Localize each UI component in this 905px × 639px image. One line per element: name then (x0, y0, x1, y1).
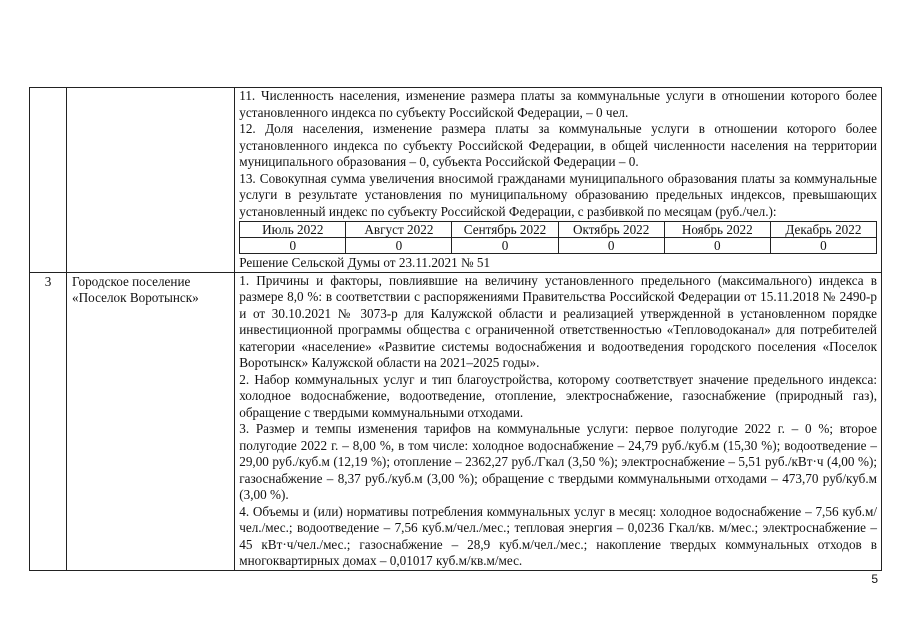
municipal-index-table (29, 87, 882, 571)
month-header: Декабрь 2022 (770, 222, 876, 238)
months-header-row (240, 222, 877, 238)
months-value-row (240, 238, 877, 254)
month-header: Октябрь 2022 (558, 222, 664, 238)
paragraph: 3. Размер и темпы изменения тарифов на коммунальные услуги: первое полугодие 2022 г. – 0 %; второе полугодие 2022 г. – 8,00 %, в том числе: холодное водоснабжение – 24,79 руб./куб.м (15,30 %); водоотведение – 29,00 руб./куб.м (12,19 %); отопление – 2362,27 руб./Гкал (3,50 %); электроснабжение – 5,51 руб./кВт·ч (4,00 %); газоснабжение – 8,37 руб./куб.м (3,00 %); обращение с твердыми коммунальными отходами – 473,70 руб/куб.м (3,00 %). (239, 421, 877, 502)
month-value: 0 (770, 238, 876, 254)
paragraph: 2. Набор коммунальных услуг и тип благоустройства, которому соответствует значение предельного индекса: холодное водоснабжение, водоотведение, отопление, электроснабжение, газоснабжение (природный газ), обращение с твердыми коммунальными отходами. (239, 371, 877, 420)
month-header: Ноябрь 2022 (664, 222, 770, 238)
paragraph: 4. Объемы и (или) нормативы потребления коммунальных услуг в месяц: холодное водоснабжение – 7,56 куб.м/чел./мес.; водоотведение – 7,56 куб.м/чел./мес.; тепловая энергия – 0,0236 Гкал/кв. м/мес.; электроснабжение – 45 кВт·ч/чел./мес.; газоснабжение – 28,9 куб.м/чел./мес.; накопление твердых коммунальных отходов в многоквартирных домах – 0,01017 куб.м/кв.м/мес. (239, 503, 877, 568)
municipality-name-cell: Городское поселение «Поселок Воротынск» (67, 272, 235, 570)
month-value: 0 (558, 238, 664, 254)
month-header: Июль 2022 (240, 222, 346, 238)
paragraph: 13. Совокупная сумма увеличения вносимой гражданами муниципального образования платы за коммунальные услуги в результате установления по муниципальному образованию предельных индексов, превышающих установленный индекс по субъекту Российской Федерации, с разбивкой по месяцам (руб./чел.): (239, 170, 877, 219)
month-value: 0 (452, 238, 558, 254)
month-value: 0 (346, 238, 452, 254)
decision-reference: Решение Сельской Думы от 23.11.2021 № 51 (239, 255, 491, 270)
month-header: Сентябрь 2022 (452, 222, 558, 238)
month-value: 0 (664, 238, 770, 254)
paragraph: 11. Численность населения, изменение размера платы за коммунальные услуги в отношении которого более установленного индекса по субъекту Российской Федерации, – 0 чел. (239, 88, 877, 120)
row-content-cell (235, 272, 882, 570)
page-number: 5 (871, 572, 878, 586)
table-row (30, 272, 882, 570)
row-number-cell: 3 (30, 272, 67, 570)
paragraph: 1. Причины и факторы, повлиявшие на величину установленного предельного (максимального) индекса в размере 8,0 %: в соответствии с распоряжениями Правительства Российской Федерации от 15.11.2018 № 2490-р и от 30.10.2021 № 3073-р для Калужской области и реализацией утвержденной в установленном порядке инвестиционной программы общества с ограниченной ответственностью «Тепловодоканал» для потребителей категории «население» «Развитие системы водоснабжения и водоотведения городского поселения «Поселок Воротынск» Калужской области на 2021–2025 годы». (239, 272, 877, 370)
municipality-name-cell (67, 88, 235, 273)
month-value: 0 (240, 238, 346, 254)
paragraph: 12. Доля населения, изменение размера платы за коммунальные услуги в отношении которого более установленного индекса по субъекту Российской Федерации, в общей численности населения на территории муниципального образования – 0, субъекта Российской Федерации – 0. (239, 121, 877, 169)
row-number-cell (30, 88, 67, 273)
table-row (30, 88, 882, 273)
monthly-amount-table (239, 221, 877, 254)
row-content-cell (235, 88, 882, 273)
month-header: Август 2022 (346, 222, 452, 238)
